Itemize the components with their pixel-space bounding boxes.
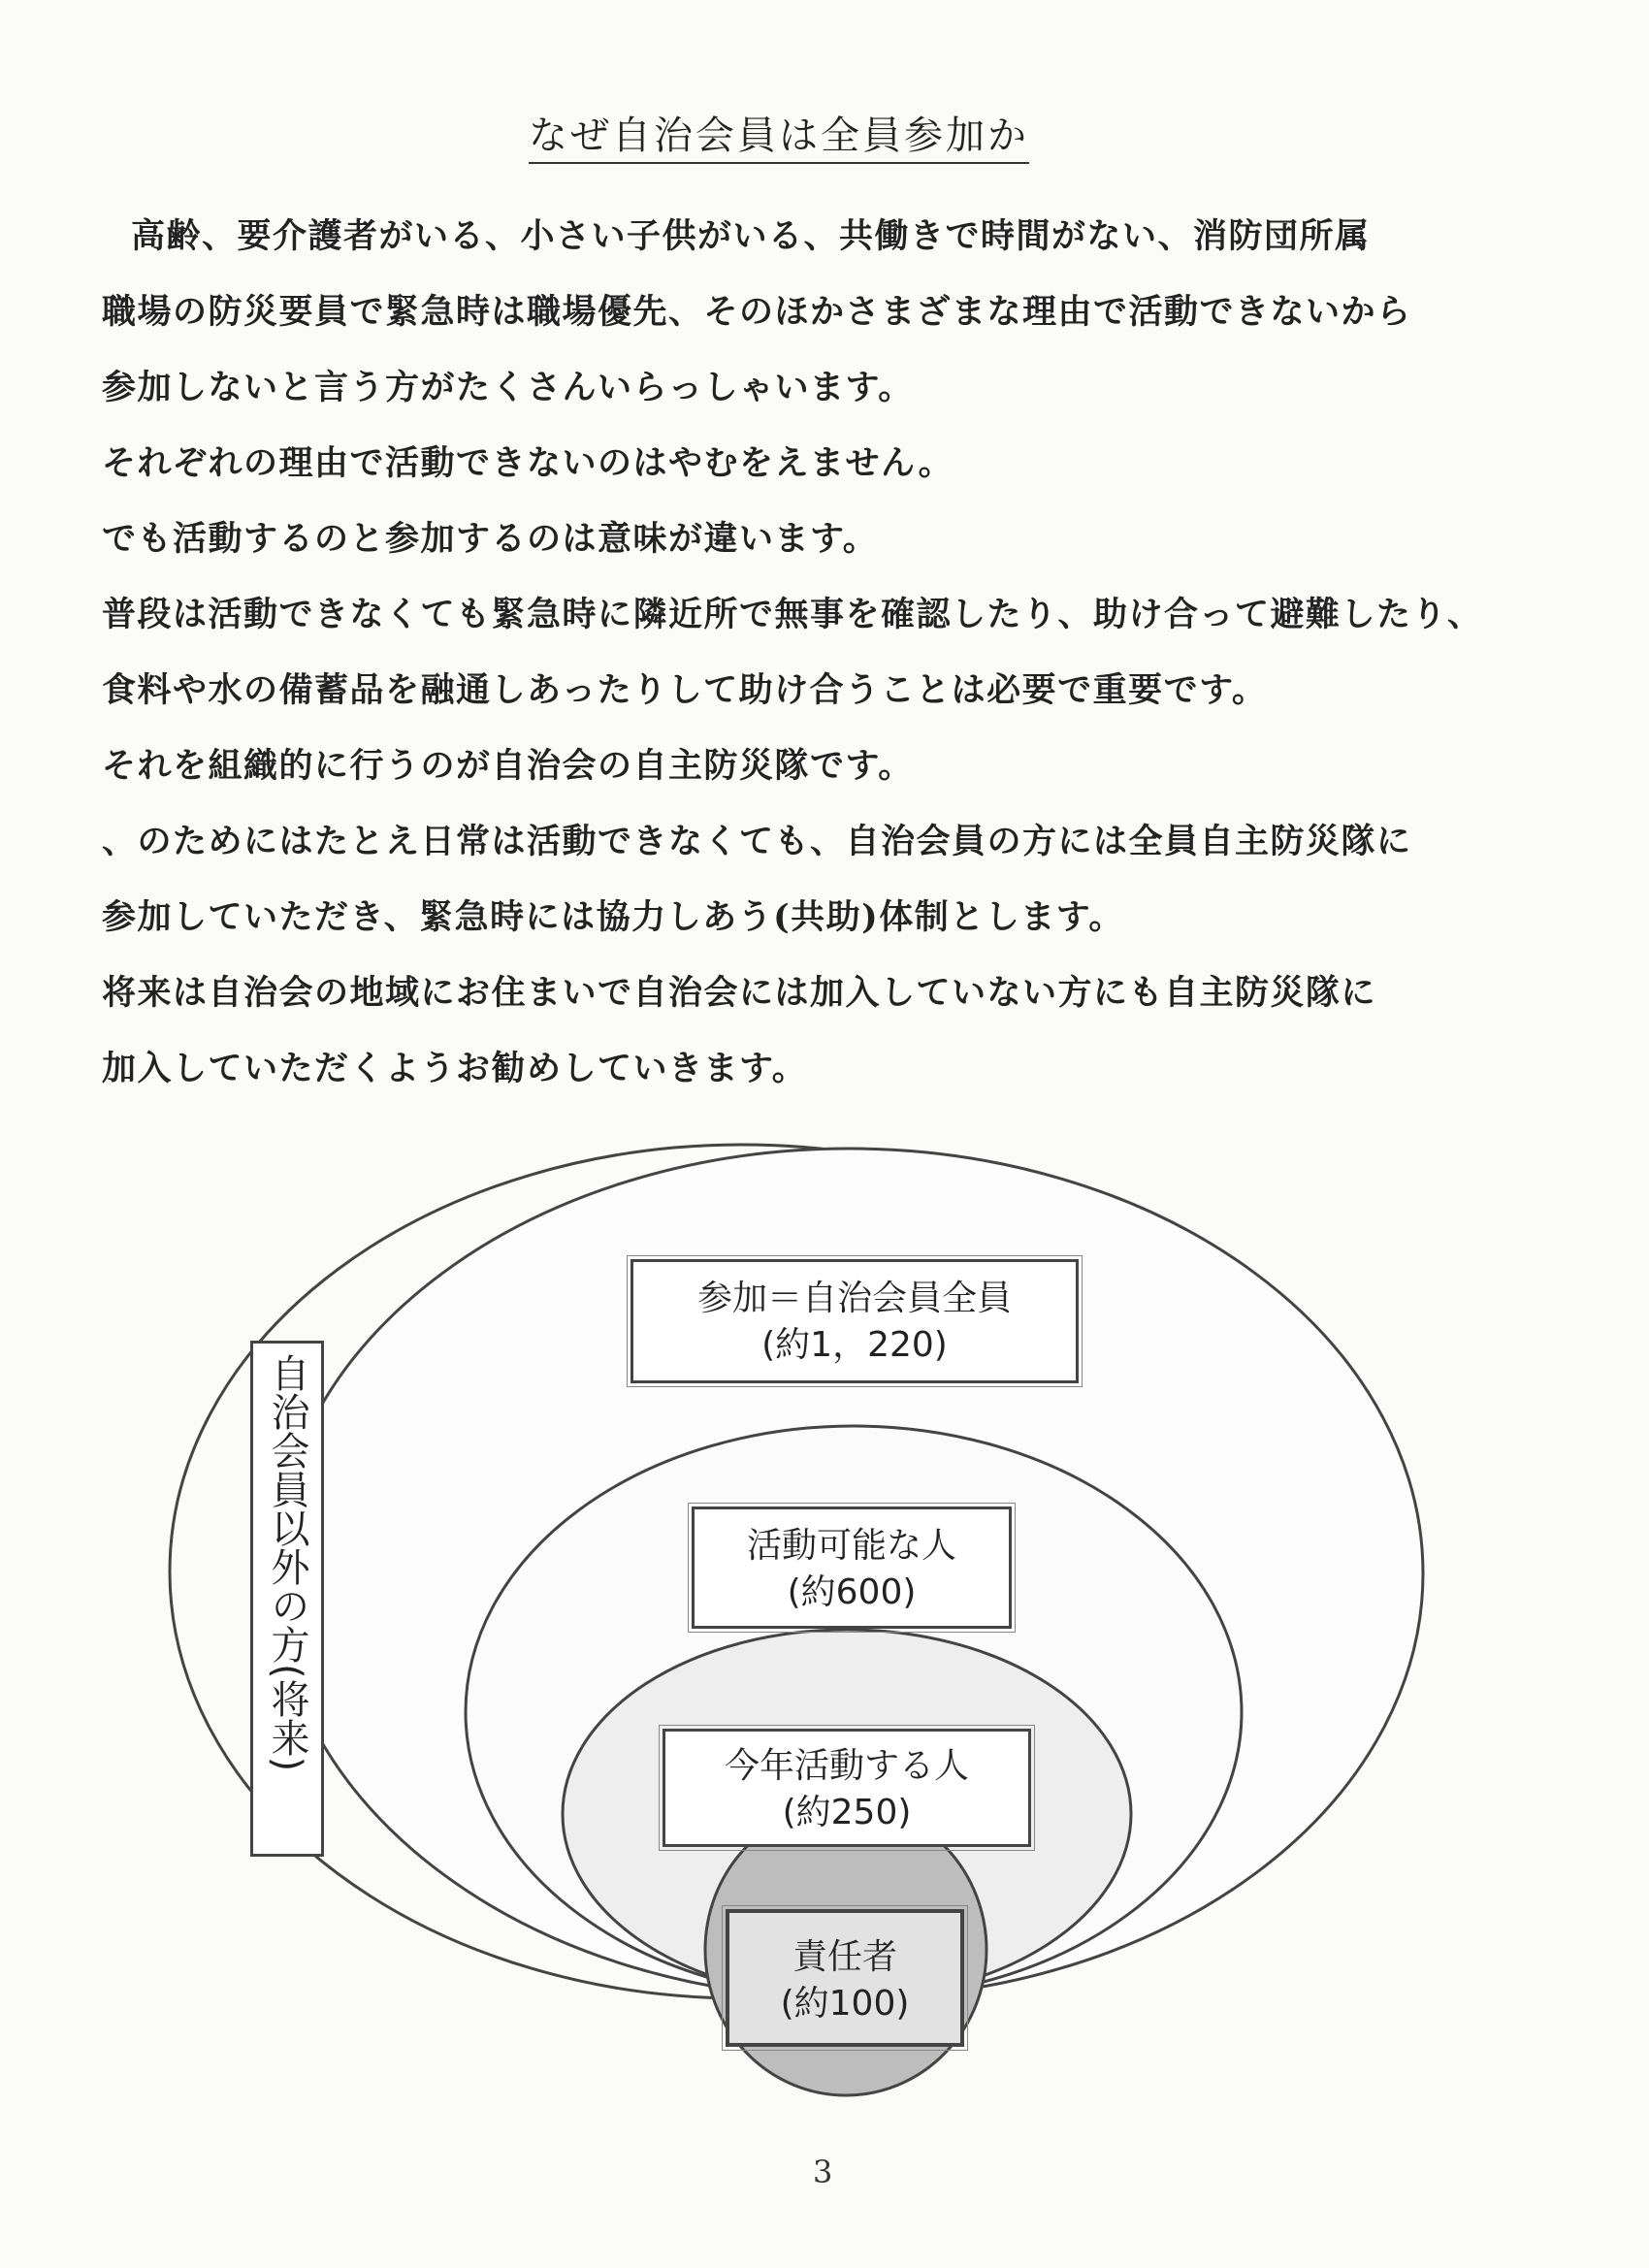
text-line: 職場の防災要員で緊急時は職場優先、そのほかさまざまな理由で活動できないから [102,292,1412,332]
text-line: 将来は自治会の地域にお住まいで自治会には加入していない方にも自主防災隊に [102,973,1377,1013]
label-count: (約250) [782,1793,912,1832]
page-number: 3 [813,2154,833,2190]
text-line: それを組織的に行うのが自治会の自主防災隊です。 [102,746,914,786]
label-line: 活動可能な人 [746,1526,956,1566]
text-line: 参加しないと言う方がたくさんいらっしゃいます。 [102,368,914,407]
text-line: でも活動するのと参加するのは意味が違います。 [102,519,879,559]
label-box-all-members [630,1259,1079,1383]
text-line: 高齢、要介護者がいる、小さい子供がいる、共働きで時間がない、消防団所属 [131,216,1371,256]
non-member-label: 自治会員以外の方(将来) [265,1353,309,1772]
label-count: (約1，220) [761,1325,948,1365]
label-box-active-capable [692,1507,1012,1629]
non-member-label-box [250,1341,324,1857]
label-box-active-this-year [663,1729,1031,1847]
label-box-responsible [726,1909,964,2047]
text-line: 加入していただくようお勧めしていきます。 [102,1049,808,1088]
text-line: 普段は活動できなくても緊急時に隣近所で無事を確認したり、助け合って避難したり、 [102,595,1483,634]
label-line: 責任者 [792,1937,897,1977]
text-line: それぞれの理由で活動できないのはやむをえません。 [102,443,954,483]
document-title: なぜ自治会員は全員参加か [529,105,1029,164]
text-line: 食料や水の備蓄品を融通しあったりして助け合うことは必要で重要です。 [102,670,1268,710]
label-count: (約600) [787,1572,917,1612]
label-count: (約100) [780,1984,910,2024]
label-line: 今年活動する人 [724,1746,969,1786]
label-line: 参加＝自治会員全員 [696,1279,1012,1318]
text-line: 参加していただき、緊急時には協力しあう(共助)体制とします。 [102,897,1124,937]
text-line: 、のためにはたとえ日常は活動できなくても、自治会員の方には全員自主防災隊に [102,822,1412,861]
